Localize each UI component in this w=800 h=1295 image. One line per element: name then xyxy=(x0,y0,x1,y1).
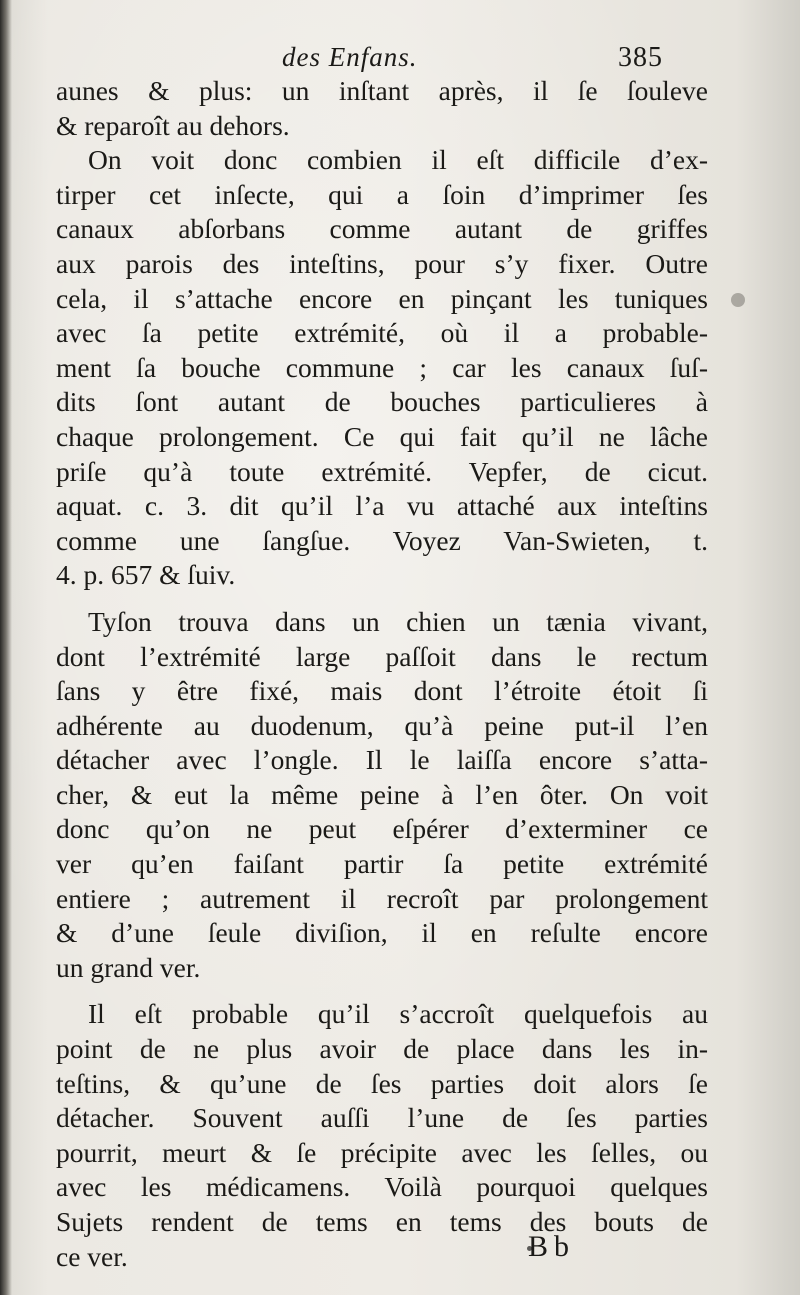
text-line: Tyſon trouva dans un chien un tænia vivant, xyxy=(88,605,708,637)
text-line: cela, il s’attache encore en pinçant les tuniques xyxy=(56,282,708,314)
text-line: ſans y être fixé, mais dont l’étroite étoit ſi xyxy=(56,675,708,707)
ink-spot xyxy=(731,293,745,307)
text-line: tirper cet inſecte, qui a ſoin d’imprimer ſes xyxy=(56,178,708,210)
text-line: dits ſont autant de bouches particulieres à xyxy=(56,386,708,418)
text-line: Il eſt probable qu’il s’accroît quelquefois au xyxy=(88,998,708,1030)
text-line: avec les médicamens. Voilà pourquoi quelques xyxy=(56,1171,708,1203)
text-line: point de ne plus avoir de place dans les in- xyxy=(56,1033,708,1065)
body-text xyxy=(56,74,708,1274)
text-line: ment ſa bouche commune ; car les canaux ſuſ- xyxy=(56,351,708,383)
text-line: chaque prolongement. Ce qui fait qu’il ne lâche xyxy=(56,420,708,452)
text-line: 4. p. 657 & ſuiv. xyxy=(56,559,236,591)
text-line: entiere ; autrement il recroît par prolongement xyxy=(56,882,708,914)
text-line: priſe qu’à toute extrémité. Vepfer, de cicut. xyxy=(56,455,708,487)
text-line: pourrit, meurt & ſe précipite avec les ſelles, ou xyxy=(56,1136,708,1168)
text-line: aux parois des inteſtins, pour s’y fixer. Outre xyxy=(56,247,708,279)
text-line: & reparoît au dehors. xyxy=(56,109,290,141)
text-line: avec ſa petite extrémité, où il a probable- xyxy=(56,317,708,349)
page-binding-shadow xyxy=(0,0,12,1295)
text-line: détacher. Souvent auſſi l’une de ſes parties xyxy=(56,1102,708,1134)
text-line: un grand ver. xyxy=(56,951,201,983)
text-line: adhérente au duodenum, qu’à peine put-il l’en xyxy=(56,709,708,741)
text-line: aquat. c. 3. dit qu’il l’a vu attaché aux inteſtins xyxy=(56,490,708,522)
text-line: canaux abſorbans comme autant de griffes xyxy=(56,213,708,245)
text-line: comme une ſangſue. Voyez Van-Swieten, t. xyxy=(56,524,708,556)
text-line: cher, & eut la même peine à l’en ôter. On voit xyxy=(56,778,708,810)
text-line: On voit donc combien il eſt difficile d’ex- xyxy=(88,144,708,176)
paragraph-gap xyxy=(56,985,708,997)
text-line: dont l’extrémité large paſſoit dans le rectum xyxy=(56,640,708,672)
text-line: Sujets rendent de tems en tems des bouts de xyxy=(56,1206,708,1237)
paragraph-gap xyxy=(56,593,708,605)
text-line: ver qu’en faiſant partir ſa petite extrémité xyxy=(56,848,708,880)
running-head: des Enfans. xyxy=(282,42,418,72)
signature-mark: Bb xyxy=(528,1230,576,1263)
text-line: & d’une ſeule diviſion, il en reſulte encore xyxy=(56,917,708,949)
text-line: ce ver. xyxy=(56,1240,128,1272)
page-number: 385 xyxy=(618,42,663,73)
text-line: aunes & plus: un inſtant après, il ſe ſouleve xyxy=(56,75,708,106)
text-line: donc qu’on ne peut eſpérer d’exterminer ce xyxy=(56,813,708,845)
text-line: détacher avec l’ongle. Il le laiſſa encore s’atta- xyxy=(56,744,708,776)
text-line: teſtins, & qu’une de ſes parties doit alors ſe xyxy=(56,1067,708,1099)
